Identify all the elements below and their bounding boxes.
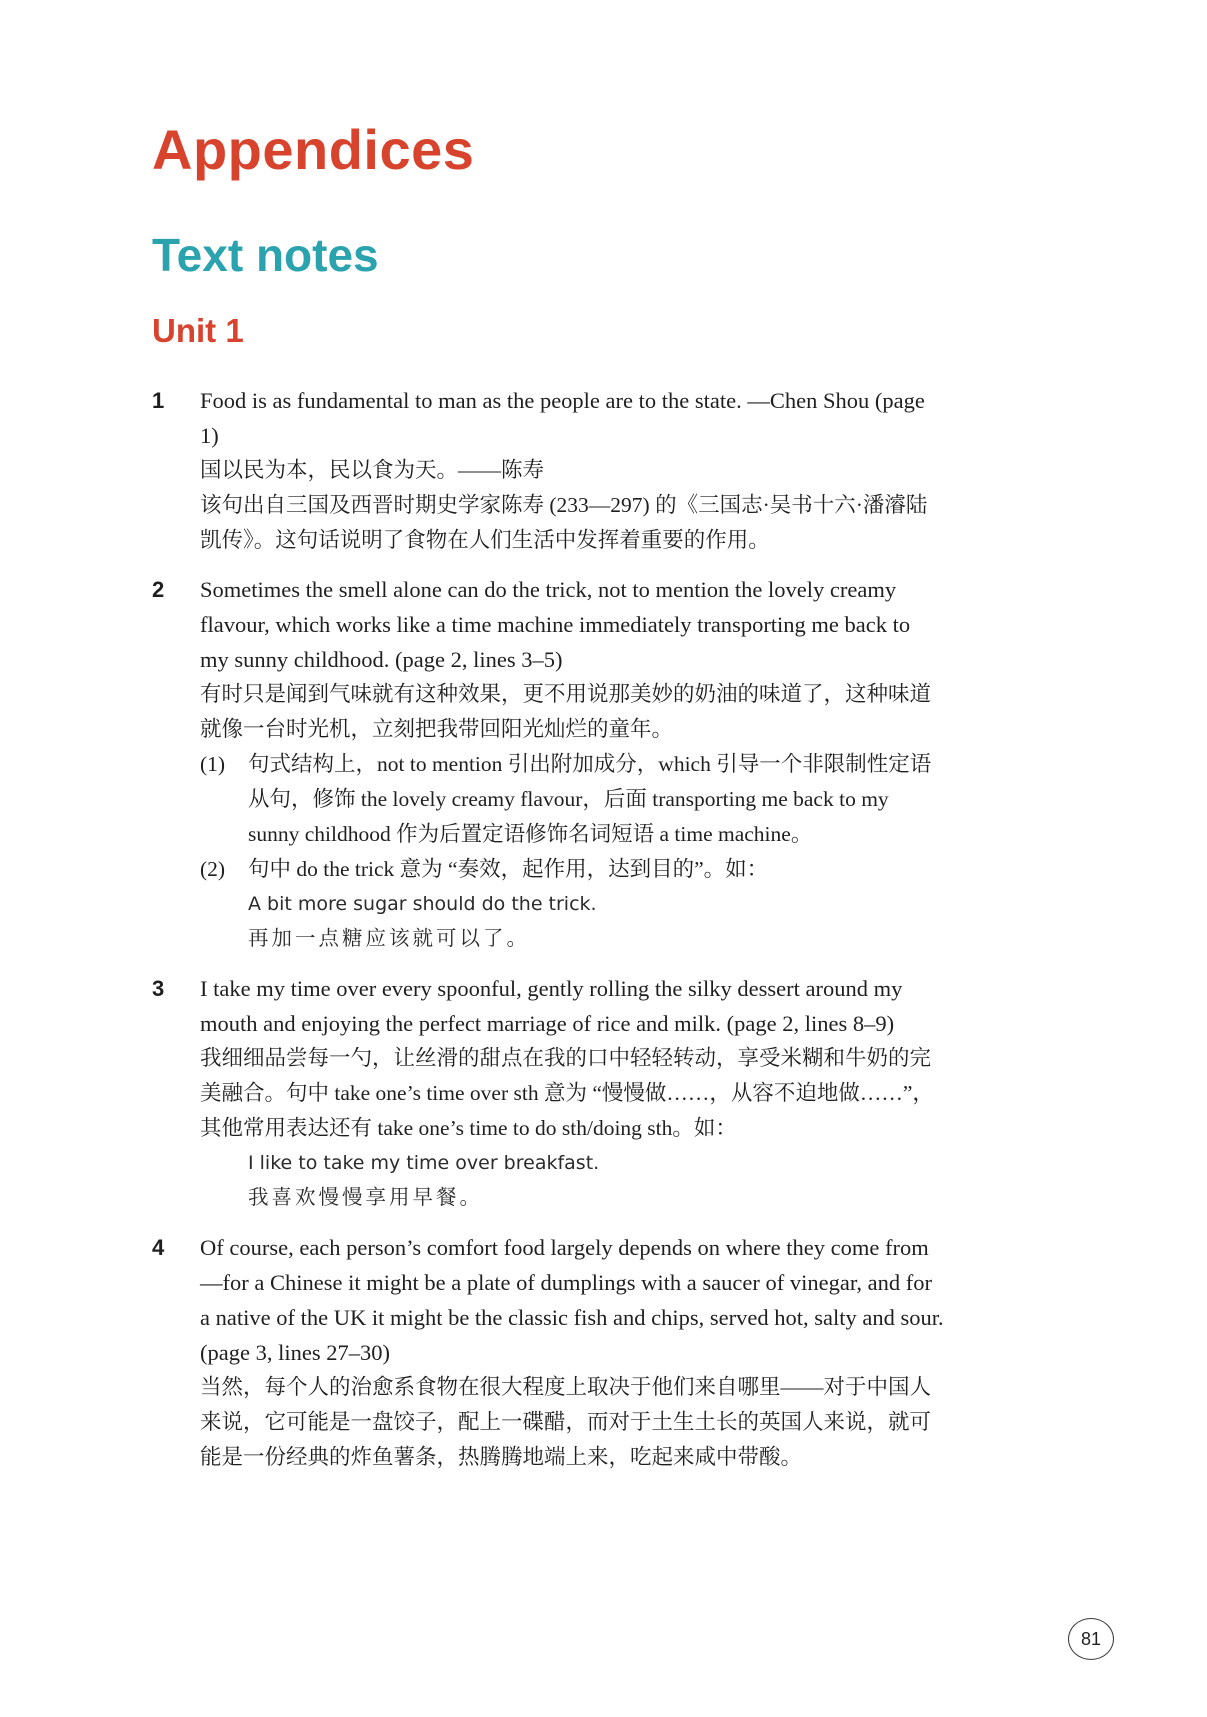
- note-chinese-text: 有时只是闻到气味就有这种效果，更不用说那美妙的奶油的味道了，这种味道就像一台时光机，立刻把我带回阳光灿烂的童年。: [200, 682, 932, 741]
- note-english-text: Food is as fundamental to man as the people are to the state. —Chen Shou (page 1): [200, 388, 925, 448]
- note-body: [200, 383, 944, 558]
- sub-item-marker: (1): [200, 752, 226, 776]
- note-english-text: Of course, each person’s comfort food largely depends on where they come from—for a Chinese it might be a plate of dumplings with a saucer of vinegar, and for a native of the UK it might be the classic fish and chips, served hot, salty and sour. (page 3, lines 27–30): [200, 1235, 944, 1365]
- sub-item-text: 句中 do the trick 意为 “奏效，起作用，达到目的”。如：: [248, 857, 769, 881]
- notes-list: [152, 383, 944, 1475]
- unit-heading: Unit 1: [152, 312, 244, 349]
- note-chinese-text: 国以民为本，民以食为天。——陈寿: [200, 458, 545, 482]
- note-body: [200, 971, 944, 1216]
- note-body: [200, 1230, 944, 1475]
- example-sentence-english: I like to take my time over breakfast.: [248, 1152, 600, 1174]
- page-content: [152, 0, 944, 1475]
- sub-item: [200, 747, 944, 852]
- note-item: [152, 1230, 944, 1475]
- note-number: 2: [152, 577, 165, 602]
- sub-item-text: 句式结构上，not to mention 引出附加成分，which 引导一个非限制性定语从句，修饰 the lovely creamy flavour，后面 transporting me back to my sunny childhood 作为后置定语修饰名词短语 a time machine。: [248, 752, 932, 846]
- sub-item-marker: (2): [200, 857, 226, 881]
- example-sentence-english: A bit more sugar should do the trick.: [248, 893, 597, 915]
- note-item: [152, 572, 944, 957]
- example-sentence-chinese: 我喜欢慢慢享用早餐。: [248, 1187, 483, 1209]
- note-item: [152, 383, 944, 558]
- note-item: [152, 971, 944, 1216]
- appendices-heading: Appendices: [152, 118, 475, 181]
- note-number: 3: [152, 976, 165, 1001]
- example-sentence-chinese: 再加一点糖应该就可以了。: [248, 928, 530, 950]
- page-number: 81: [1080, 1628, 1102, 1649]
- note-number: 1: [152, 388, 165, 413]
- note-number: 4: [152, 1235, 165, 1260]
- sub-item: [200, 852, 944, 887]
- note-chinese-text: 该句出自三国及西晋时期史学家陈寿 (233—297) 的《三国志·吴书十六·潘濬陆凯传》。这句话说明了食物在人们生活中发挥着重要的作用。: [200, 493, 928, 552]
- note-english-text: Sometimes the smell alone can do the trick, not to mention the lovely creamy flavour, which works like a time machine immediately transporting me back to my sunny childhood. (page 2, lines 3–5): [200, 577, 911, 672]
- note-chinese-text: 当然，每个人的治愈系食物在很大程度上取决于他们来自哪里——对于中国人来说，它可能是一盘饺子，配上一碟醋，而对于土生土长的英国人来说，就可能是一份经典的炸鱼薯条，热腾腾地端上来，吃起来咸中带酸。: [200, 1375, 932, 1469]
- note-body: [200, 572, 944, 957]
- page-number-badge: [1068, 1618, 1114, 1660]
- note-english-text: I take my time over every spoonful, gently rolling the silky dessert around my mouth and enjoying the perfect marriage of rice and milk. (page 2, lines 8–9): [200, 976, 903, 1036]
- text-notes-heading: Text notes: [152, 229, 379, 281]
- note-chinese-text: 我细细品尝每一勺，让丝滑的甜点在我的口中轻轻转动，享受米糊和牛奶的完美融合。句中 take one’s time over sth 意为 “慢慢做……，从容不迫地做……”，其他常用表达还有 take one’s time to do sth/doing sth。如：: [200, 1046, 934, 1140]
